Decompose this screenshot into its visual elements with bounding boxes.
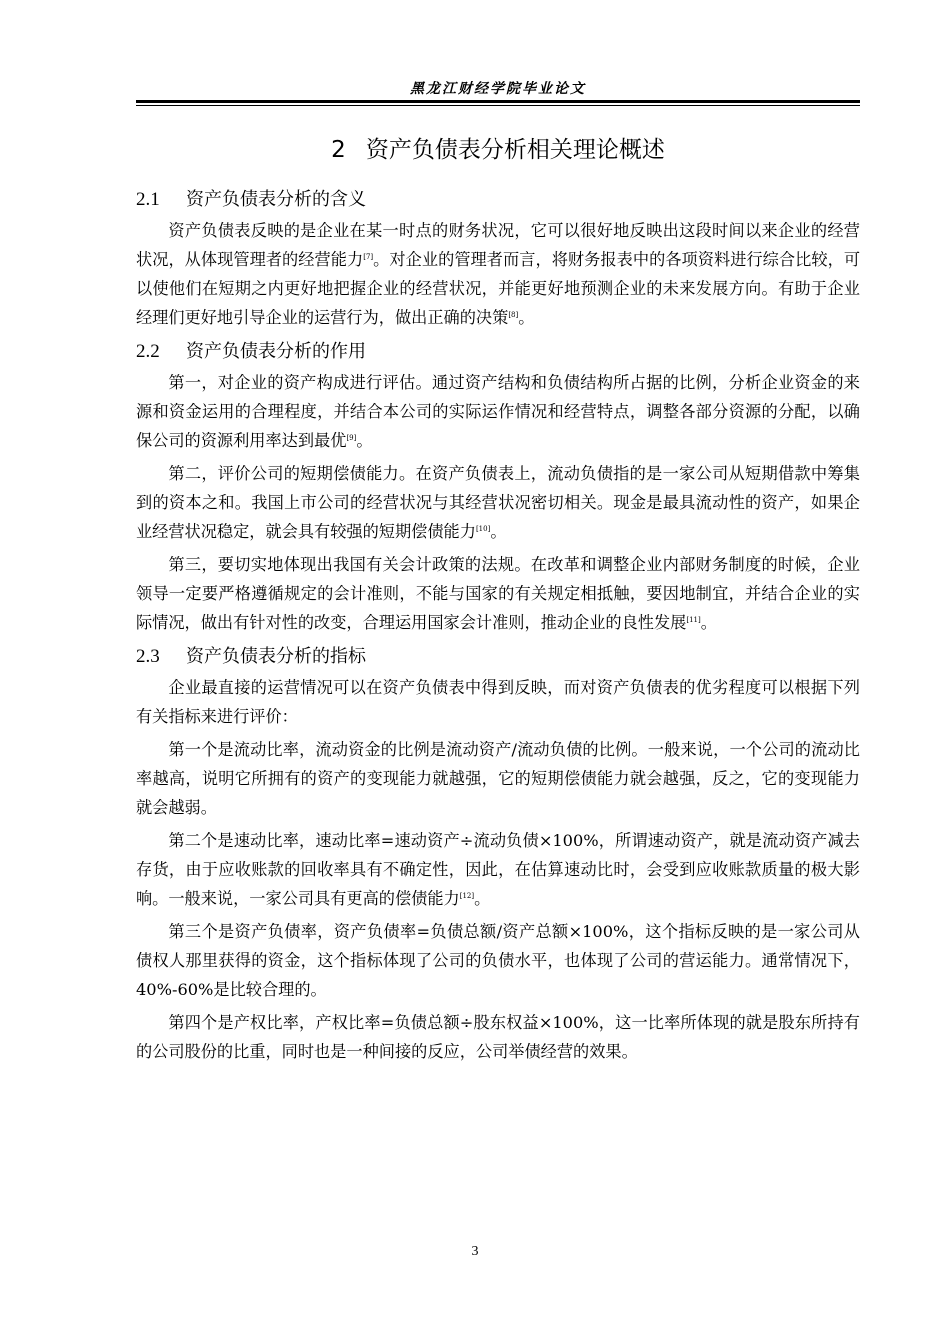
citation-reference: [12]: [459, 892, 475, 900]
body-paragraph: [136, 1008, 860, 1066]
section-title-text: 资产负债表分析的含义: [186, 189, 366, 210]
chapter-number: 2: [331, 137, 346, 163]
header-rule-thin: [136, 105, 860, 106]
section-heading: [136, 184, 860, 216]
page-number: 3: [471, 1244, 479, 1259]
section-number: 2.2: [136, 341, 160, 362]
chapter-title: [136, 128, 860, 172]
paragraph-text: 。对企业的管理者而言，将财务报表中的各项资料进行综合比较，可以使他们在短期之内更好地把握企业的经营状况，并能更好地预测企业的未来发展方向。有助于企业经理们更好地引导企业的运营行为，做出正确的决策: [136, 250, 861, 327]
citation-reference: [11]: [686, 616, 701, 624]
paragraph-text: 。: [700, 613, 717, 632]
page-body: [136, 128, 860, 1070]
citation-reference: [7]: [363, 253, 374, 261]
citation-reference: [8]: [508, 311, 519, 319]
body-paragraph: [136, 826, 860, 913]
paragraph-text: 第一个是流动比率，流动资金的比例是流动资产/流动负债的比例。一般来说，一个公司的流动比率越高，说明它所拥有的资产的变现能力就越强，它的短期偿债能力就会越强，反之，它的变现能力就会越弱。: [136, 740, 860, 817]
section-number: 2.1: [136, 189, 160, 210]
paragraph-text: 资产负债表反映的是企业在某一时点的财务状况，它可以很好地反映出这段时间以来企业的经营状况，从体现管理者的经营能力: [136, 221, 860, 269]
section-heading: [136, 641, 860, 673]
paragraph-text: 。: [490, 522, 507, 541]
paragraph-text: 。: [474, 889, 491, 908]
citation-reference: [10]: [475, 525, 491, 533]
paragraph-text: 第二个是速动比率，速动比率=速动资产÷流动负债×100%，所谓速动资产，就是流动资产减去存货，由于应收账款的回收率具有不确定性，因此，在估算速动比时，会受到应收账款质量的极大影响。一般来说，一家公司具有更高的偿债能力: [136, 831, 860, 908]
paragraph-text: 第一，对企业的资产构成进行评估。通过资产结构和负债结构所占据的比例，分析企业资金的来源和资金运用的合理程度，并结合本公司的实际运作情况和经营特点，调整各部分资源的分配，以确保公司的资源利用率达到最优: [136, 373, 860, 450]
paragraph-text: 第三，要切实地体现出我国有关会计政策的法规。在改革和调整企业内部财务制度的时候，企业领导一定要严格遵循规定的会计准则，不能与国家的有关规定相抵触，要因地制宜，并结合企业的实际情况，做出有针对性的改变，合理运用国家会计准则，推动企业的良性发展: [136, 555, 860, 632]
sections-container: [136, 184, 860, 1066]
section-number: 2.3: [136, 646, 160, 667]
section-heading: [136, 336, 860, 368]
body-paragraph: [136, 368, 860, 455]
citation-reference: [9]: [346, 434, 357, 442]
paragraph-text: 企业最直接的运营情况可以在资产负债表中得到反映，而对资产负债表的优劣程度可以根据下列有关指标来进行评价：: [136, 678, 860, 726]
paragraph-text: 第四个是产权比率，产权比率=负债总额÷股东权益×100%，这一比率所体现的就是股东所持有的公司股份的比重，同时也是一种间接的反应，公司举债经营的效果。: [136, 1013, 860, 1061]
paragraph-text: 第二，评价公司的短期偿债能力。在资产负债表上，流动负债指的是一家公司从短期借款中筹集到的资本之和。我国上市公司的经营状况与其经营状况密切相关。现金是最具流动性的资产，如果企业经营状况稳定，就会具有较强的短期偿债能力: [136, 464, 860, 541]
paragraph-text: 。: [356, 431, 373, 450]
section-title-text: 资产负债表分析的作用: [186, 341, 366, 362]
chapter-title-text: 资产负债表分析相关理论概述: [365, 137, 665, 163]
body-paragraph: [136, 216, 860, 332]
body-paragraph: [136, 917, 860, 1004]
body-paragraph: [136, 550, 860, 637]
paragraph-text: 第三个是资产负债率，资产负债率=负债总额/资产总额×100%，这个指标反映的是一家公司从债权人那里获得的资金，这个指标体现了公司的负债水平，也体现了公司的营运能力。通常情况下，40%-60%是比较合理的。: [136, 922, 860, 999]
header-rule-thick: [136, 100, 860, 103]
section-title-text: 资产负债表分析的指标: [186, 646, 366, 667]
running-header: 黑龙江财经学院毕业论文: [410, 81, 586, 97]
body-paragraph: [136, 673, 860, 731]
body-paragraph: [136, 735, 860, 822]
paragraph-text: 。: [518, 308, 535, 327]
body-paragraph: [136, 459, 860, 546]
